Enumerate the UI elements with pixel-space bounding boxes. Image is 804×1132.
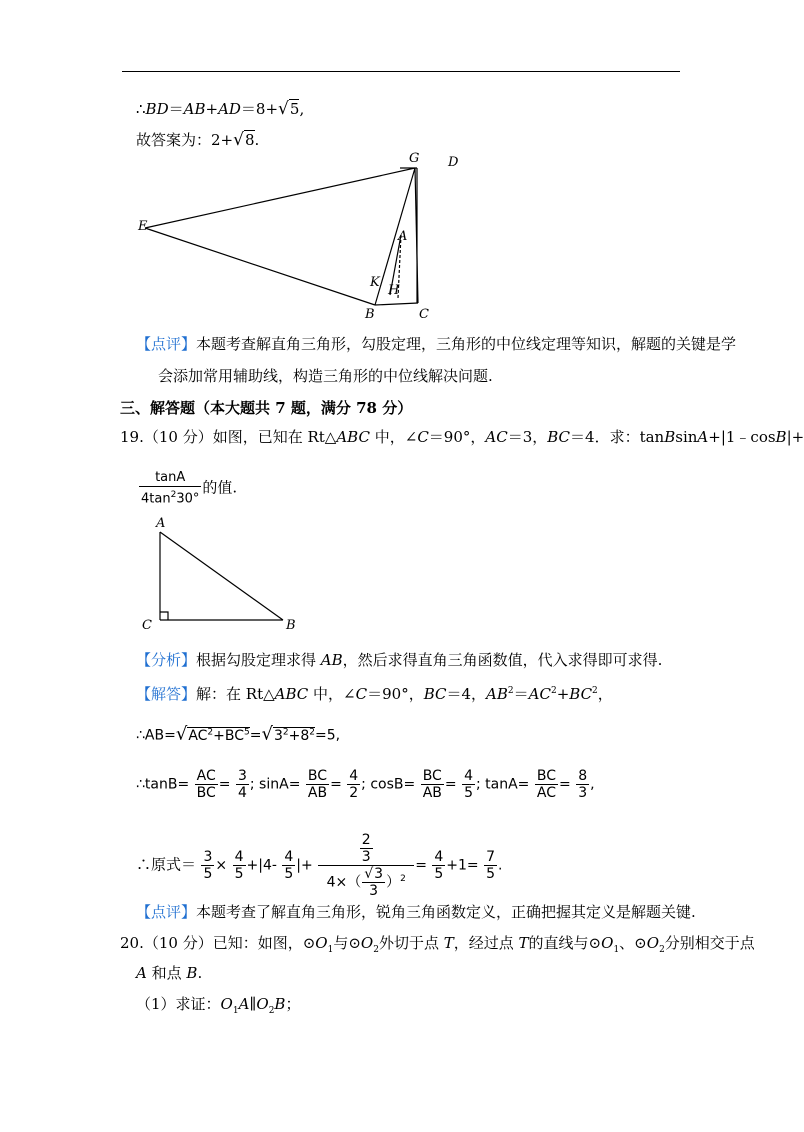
right-angle-mark xyxy=(160,612,168,620)
label-C: C xyxy=(419,307,429,322)
segment-EB xyxy=(145,228,375,305)
label-A: A xyxy=(156,516,166,531)
label-A: A xyxy=(398,229,408,244)
text-line-bd: ∴BD＝AB+AD＝8+√5, xyxy=(136,99,305,119)
label-D: D xyxy=(448,155,459,170)
label-E: E xyxy=(138,219,148,234)
side-AB xyxy=(160,532,283,620)
label-G: G xyxy=(409,151,420,166)
question-20-sub-1: （1）求证：$O_1A\parallel O_2B$； xyxy=(136,995,301,1016)
text-line-answer: 故答案为：2+√8. xyxy=(136,130,260,150)
section-title: 三、解答题（本大题共 7 题，满分 78 分） xyxy=(120,399,413,417)
label-H: H xyxy=(388,283,400,298)
label-K: K xyxy=(370,275,380,290)
label-B: B xyxy=(286,618,296,633)
geometry-figure-2 xyxy=(138,512,303,632)
question-20-line-2: A 和点 B. xyxy=(136,964,203,982)
analysis-line: 【分析】根据勾股定理求得 AB，然后求得直角三角函数值，代入求得即可求得. xyxy=(136,651,663,669)
solution-line-ab: $\therefore AB=√AC^2+BC^5=√3^2+8^2=5$, xyxy=(136,723,341,745)
question-19-fraction: $\frac{\tan A}{4\tan^230^\circ}$ 的值. xyxy=(141,470,238,507)
comment-1-line-1: 【点评】本题考查解直角三角形，勾股定理，三角形的中位线定理等知识，解题的关键是学 xyxy=(136,335,737,353)
label-B: B xyxy=(365,307,375,322)
label-C: C xyxy=(142,618,152,633)
solution-line-trig: ∴tanB= $\frac{AC}{BC}$ = $\frac{3}{4}$ ; sinA= $\frac{BC}{AB}$ = $\frac{4}{2}$ ; cosB= $\frac{BC}{AB}$ = $\frac{4}{5}$ ; tanA= $\frac{BC}{AC}$ = $\frac{8}{3}$ , xyxy=(136,768,595,801)
question-20-stem: 20.（10 分）已知：如图，$⊙O_1$与$⊙O_2$外切于点 T，经过点 T的直线与$⊙O_1$、$⊙O_2$分别相交于点 xyxy=(120,934,755,955)
geometry-figure-1 xyxy=(130,148,470,323)
solution-line-1: 【解答】解：在 Rt△ABC 中，∠C＝90°，BC＝4，$AB^2=AC^2+BC^2$， xyxy=(136,685,613,703)
comment-2-line: 【点评】本题考查了解直角三角形，锐角三角函数定义，正确把握其定义是解题关键. xyxy=(136,903,696,921)
solution-line-result: ∴原式＝ $\frac{3}{5}$ × $\frac{4}{5}$ +|4- $\frac{4}{5}$ |+ $\frac{2}{3}$ 4×（ $\frac{√3}{3}$ ）$^2$ = $\frac{4}{5}$ +1= $\frac{7}{5}$ . xyxy=(136,832,503,899)
comment-1-line-2: 会添加常用辅助线，构造三角形的中位线解决问题. xyxy=(158,367,493,385)
segment-ED xyxy=(145,168,415,228)
question-19-stem: 19.（10 分）如图，已知在 Rt△ABC 中，∠C＝90°，AC＝3，BC＝4．求：tanBsinA+|1﹣cosB|+ xyxy=(120,428,804,446)
segment-BC xyxy=(375,303,418,305)
header-rule xyxy=(122,71,680,72)
